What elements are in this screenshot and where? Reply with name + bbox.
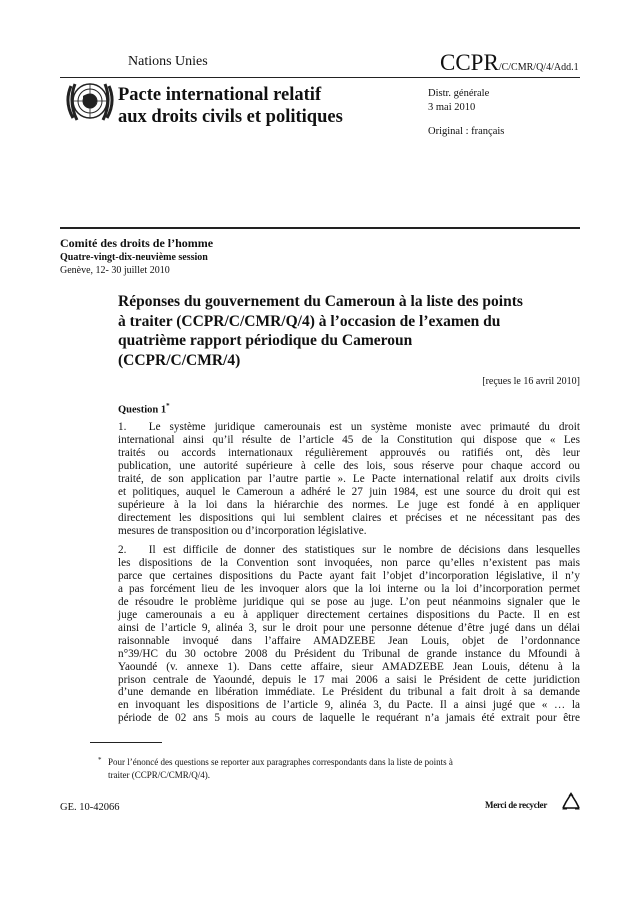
symbol-main: CCPR [440, 50, 499, 75]
paragraph-line: et politiques, auquel le Cameroun a adhéré le 27 juin 1984, est une source du droit qui est [118, 485, 580, 498]
footnote-line: Pour l’énoncé des questions se reporter aux paragraphes correspondants dans la liste de points à [108, 757, 453, 767]
distribution-info [428, 87, 504, 139]
footnote-rule [90, 742, 162, 743]
title-line: Pacte international relatif [118, 85, 322, 105]
heading-line: quatrième rapport périodique du Cameroun [118, 332, 413, 350]
paragraph-line: ainsi de l’article 9, alinéa 3, sur le droit pour une personne détenue d’être jugé dans un délai [118, 621, 580, 634]
un-emblem-icon [63, 80, 117, 124]
covenant-title [118, 84, 343, 128]
paragraph-line: supérieure à la loi dans la hiérarchie des normes. Le juge est fondé à en appliquer [118, 498, 580, 511]
question-label: Question 1 [118, 404, 167, 416]
paragraph-line: en invoquant les dispositions de l’article 9, alinéa 3, du Pacte. Il a ainsi jugé que « … la [118, 699, 580, 712]
thick-rule [60, 227, 580, 229]
paragraph-line: période de 02 ans 5 mois au cours de laquelle le requérant n’a jamais été extrait pour être [118, 712, 580, 725]
distribution: Distr. générale [428, 88, 490, 99]
title-line: aux droits civils et politiques [118, 107, 343, 127]
session: Quatre-vingt-dix-neuvième session [60, 252, 208, 263]
paragraph-line: directement les dispositions qui lui semblent claires et précises et ne nécessitant pas des [118, 511, 580, 524]
heading-line: à traiter (CCPR/C/CMR/Q/4) à l’occasion de l’examen du [118, 312, 501, 330]
paragraph-line: Yaoundé (v. annexe 1). Dans cette affaire, sieur AMADZEBE Jean Louis, détenu à la [118, 660, 580, 673]
paragraph-line: traité, de son application par l’autre partie ». Le Pacte international relatif aux droits civils [118, 472, 580, 485]
footnote [98, 756, 453, 782]
paragraph-line: publication, une autorité supérieure à celle des lois, sous réserve pour chaque accord ou [118, 459, 580, 472]
paragraph-line: parce que certaines dispositions du Pacte ayant fait l’objet d’incorporation législative, il n’y [118, 569, 580, 582]
paragraph-line: d’une demande en libération immédiate. Le Président du tribunal a fait droit à sa demande [118, 686, 580, 699]
recycle-text: Merci de recycler [485, 800, 548, 810]
paragraph-line: juge camerounais a eu à appliquer directement certaines dispositions du Pacte. Il en est [118, 608, 580, 621]
symbol-suffix: /C/CMR/Q/4/Add.1 [498, 62, 579, 73]
heading-line: (CCPR/C/CMR/4) [118, 351, 241, 369]
paragraph-line: mesures de transposition ou d’incorporation législative. [118, 524, 367, 537]
document-heading [118, 292, 523, 370]
paragraph-line: n°39/HC du 30 octobre 2008 du Président du Tribunal de grande instance du Mfoundi à [118, 647, 580, 660]
committee: Comité des droits de l’homme [60, 236, 214, 250]
footnote-line: traiter (CCPR/C/CMR/Q/4). [108, 770, 211, 780]
original-language: Original : français [428, 126, 505, 137]
paragraph-line: international ainsi qu’il résulte de l’article 45 de la Constitution qui dispose que « Les [118, 433, 580, 446]
org-name: Nations Unies [128, 54, 208, 69]
paragraph-line: 2. Il est difficile de donner des statistiques sur le nombre de décisions dans lesquelles [118, 544, 580, 556]
paragraph-line: de résoudre le problème juridique qui se pose au juge. L’on peut néanmoins signaler que le [118, 595, 580, 608]
recycle-icon [560, 792, 582, 812]
paragraph-line: a pas forcément lieu de les invoquer alors que la loi interne ou la loi d’incorporation permet [118, 582, 580, 595]
question-heading [118, 402, 170, 416]
paragraph-line: raisonnable invoqué dans l’affaire AMADZEBE Jean Louis, objet de l’ordonnance [118, 634, 580, 647]
paragraph-line: prison centrale de Yaoundé, depuis le 17 mai 2006 a saisi le Président de cette juridiction [118, 673, 580, 686]
paragraph-line: traités ou accords internationaux régulièrement approuvés ou ratifiés ont, dès leur [118, 446, 580, 459]
paragraph-line: 1. Le système juridique camerounais est un système moniste avec primauté du droit [118, 421, 580, 433]
footnote-ref[interactable]: * [166, 402, 170, 410]
received-date: [reçues le 16 avril 2010] [482, 376, 580, 387]
paragraph-line: les dispositions de la Convention sont invoquées, non parce qu’elles n’existent pas mais [118, 556, 580, 569]
header-rule [60, 77, 580, 78]
heading-line: Réponses du gouvernement du Cameroun à la liste des points [118, 293, 523, 310]
issue-date: 3 mai 2010 [428, 102, 476, 113]
place-dates: Genève, 12- 30 juillet 2010 [60, 265, 170, 276]
footnote-mark: * [98, 756, 102, 764]
job-number: GE. 10-42066 [60, 802, 120, 813]
document-symbol [440, 50, 579, 76]
